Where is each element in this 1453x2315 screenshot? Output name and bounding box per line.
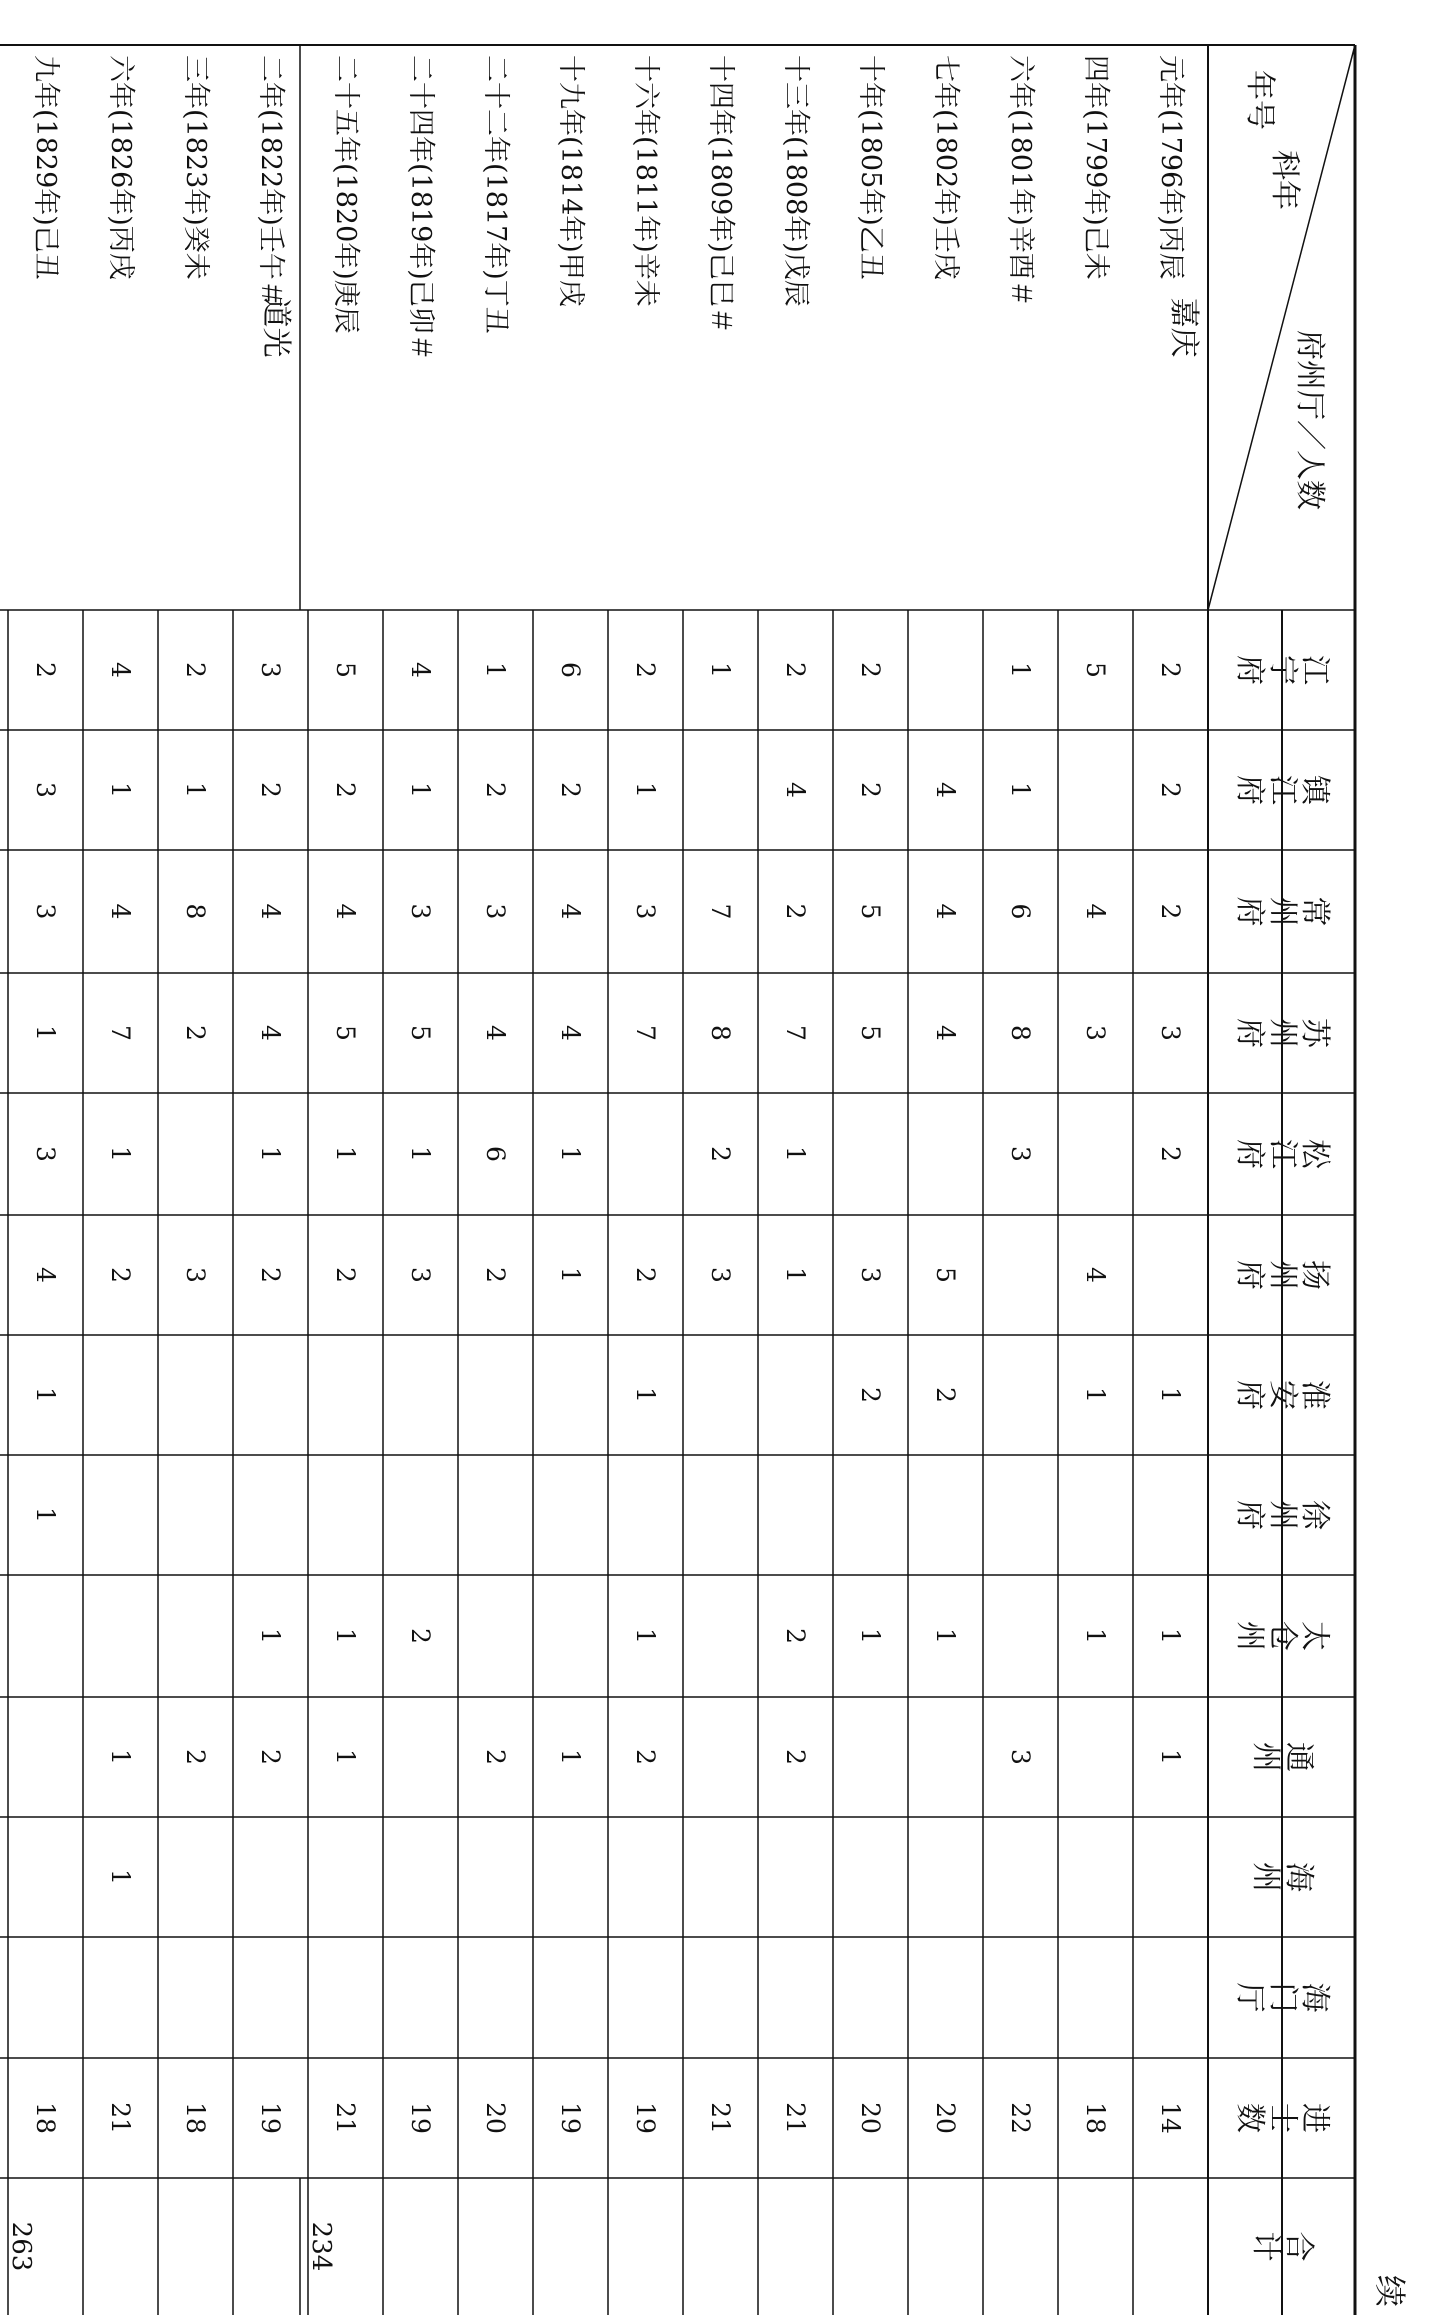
count-cell: 3: [31, 782, 60, 798]
count-cell: 4: [931, 903, 960, 920]
count-cell: 4: [556, 1025, 585, 1041]
jinshi-cell: 18: [31, 2102, 60, 2134]
era-jiaqing: 嘉庆: [1166, 297, 1201, 358]
continued-label: 续: [1371, 2275, 1409, 2308]
count-cell: 5: [856, 1025, 885, 1041]
count-cell: 2: [781, 662, 810, 678]
year-cell: 七年(1802年)壬戌: [930, 55, 961, 280]
header-prefecture-7: 淮安府: [1232, 1380, 1333, 1410]
year-cell: 十三年(1808年)戊辰: [780, 55, 811, 307]
count-cell: 1: [631, 782, 660, 798]
count-cell: 1: [856, 1628, 885, 1644]
jinshi-cell: 18: [1081, 2102, 1110, 2134]
count-cell: 1: [1156, 1628, 1185, 1644]
count-cell: 7: [781, 1025, 810, 1041]
count-cell: 1: [106, 1146, 135, 1162]
year-cell: 三年(1823年)癸未: [180, 55, 211, 280]
header-jinshi: 进士数: [1232, 2103, 1333, 2133]
header-prefecture-4: 苏州府: [1232, 1018, 1333, 1048]
count-cell: 3: [1156, 1025, 1185, 1041]
count-cell: 1: [406, 1146, 435, 1162]
corner-label-kenian: 科年: [1267, 150, 1302, 210]
count-cell: 2: [706, 1146, 735, 1162]
era-total-jiaqing: 234: [306, 2221, 336, 2272]
count-cell: 1: [406, 782, 435, 798]
year-cell: 元年(1796年)丙辰: [1155, 55, 1186, 280]
count-cell: 1: [1006, 782, 1035, 798]
count-cell: 3: [256, 662, 285, 678]
year-cell: 九年(1829年)己丑: [30, 55, 61, 280]
header-prefecture-3: 常州府: [1232, 896, 1333, 927]
count-cell: 4: [481, 1025, 510, 1041]
count-cell: 8: [181, 903, 210, 920]
count-cell: 1: [331, 1628, 360, 1644]
corner-label-nianhao: 年号: [1242, 70, 1277, 130]
count-cell: 8: [1006, 1025, 1035, 1041]
count-cell: 1: [556, 1749, 585, 1765]
count-cell: 2: [1156, 662, 1185, 678]
count-cell: 3: [406, 1267, 435, 1283]
header-total: 合计: [1248, 2231, 1316, 2262]
count-cell: 6: [1006, 903, 1035, 920]
count-cell: 1: [556, 1146, 585, 1162]
count-cell: 3: [406, 903, 435, 920]
count-cell: 8: [706, 1025, 735, 1041]
jinshi-cell: 21: [331, 2102, 360, 2134]
count-cell: 3: [856, 1267, 885, 1283]
count-cell: 5: [406, 1025, 435, 1041]
count-cell: 1: [481, 662, 510, 678]
header-prefecture-12: 海门厅: [1232, 1982, 1333, 2013]
count-cell: 2: [781, 1628, 810, 1644]
count-cell: 6: [481, 1146, 510, 1162]
count-cell: 2: [556, 782, 585, 798]
year-cell: 六年(1826年)丙戌: [105, 55, 136, 280]
count-cell: 4: [331, 903, 360, 920]
count-cell: 5: [331, 1025, 360, 1041]
count-cell: 1: [181, 782, 210, 798]
header-prefecture-2: 镇江府: [1232, 775, 1333, 805]
count-cell: 4: [1081, 1267, 1110, 1283]
count-cell: 3: [1081, 1025, 1110, 1041]
count-cell: 3: [181, 1267, 210, 1283]
year-cell: 十年(1805年)乙丑: [855, 55, 886, 280]
count-cell: 3: [1006, 1749, 1035, 1765]
count-cell: 5: [856, 903, 885, 920]
year-cell: 十六年(1811年)辛未: [630, 55, 661, 307]
jinshi-cell: 14: [1156, 2102, 1185, 2134]
count-cell: 1: [256, 1628, 285, 1644]
count-cell: 1: [1006, 662, 1035, 678]
count-cell: 2: [256, 782, 285, 798]
count-cell: 4: [931, 782, 960, 798]
corner-label-fuzhou: 府州厅／人数: [1292, 330, 1327, 510]
count-cell: 2: [256, 1749, 285, 1765]
count-cell: 4: [31, 1267, 60, 1283]
year-cell: 六年(1801年)辛酉＃: [1005, 55, 1036, 307]
year-cell: 二十五年(1820年)庚辰: [330, 55, 361, 334]
count-cell: 2: [181, 1749, 210, 1765]
count-cell: 2: [1156, 1146, 1185, 1162]
year-cell: 二十二年(1817年)丁丑: [480, 55, 511, 334]
count-cell: 4: [556, 903, 585, 920]
count-cell: 2: [631, 662, 660, 678]
count-cell: 5: [1081, 662, 1110, 678]
header-prefecture-8: 徐州府: [1232, 1500, 1333, 1530]
jinshi-cell: 19: [556, 2102, 585, 2134]
count-cell: 1: [331, 1749, 360, 1765]
year-cell: 四年(1799年)己未: [1080, 55, 1111, 280]
count-cell: 6: [556, 662, 585, 678]
count-cell: 1: [31, 1025, 60, 1041]
count-cell: 3: [481, 903, 510, 920]
count-cell: 2: [1156, 782, 1185, 798]
count-cell: 3: [31, 1146, 60, 1162]
count-cell: 1: [556, 1267, 585, 1283]
jinshi-cell: 21: [706, 2102, 735, 2134]
count-cell: 4: [1081, 903, 1110, 920]
count-cell: 1: [1081, 1628, 1110, 1644]
count-cell: 1: [106, 782, 135, 798]
year-cell: 二十四年(1819年)己卯＃: [405, 55, 436, 361]
count-cell: 1: [1156, 1387, 1185, 1403]
year-cell: 十九年(1814年)甲戌: [555, 55, 586, 307]
count-cell: 2: [256, 1267, 285, 1283]
count-cell: 2: [856, 1387, 885, 1403]
count-cell: 4: [931, 1025, 960, 1041]
count-cell: 2: [331, 782, 360, 798]
count-cell: 4: [781, 782, 810, 798]
count-cell: 1: [1081, 1387, 1110, 1403]
jinshi-cell: 22: [1006, 2102, 1035, 2134]
count-cell: 1: [31, 1387, 60, 1403]
count-cell: 3: [631, 903, 660, 920]
count-cell: 5: [331, 662, 360, 678]
count-cell: 3: [1006, 1146, 1035, 1162]
header-prefecture-6: 扬州府: [1232, 1260, 1333, 1290]
jinshi-cell: 19: [406, 2102, 435, 2134]
jinshi-cell: 19: [256, 2102, 285, 2134]
count-cell: 4: [256, 903, 285, 920]
count-cell: 2: [181, 662, 210, 678]
count-cell: 2: [481, 782, 510, 798]
count-cell: 1: [781, 1267, 810, 1283]
count-cell: 5: [931, 1267, 960, 1283]
count-cell: 1: [706, 662, 735, 678]
count-cell: 1: [781, 1146, 810, 1162]
count-cell: 4: [406, 662, 435, 678]
count-cell: 2: [106, 1267, 135, 1283]
count-cell: 1: [106, 1749, 135, 1765]
count-cell: 2: [406, 1628, 435, 1644]
jinshi-cell: 20: [481, 2102, 510, 2134]
jinshi-cell: 20: [931, 2102, 960, 2134]
header-prefecture-5: 松江府: [1232, 1139, 1333, 1169]
count-cell: 4: [106, 662, 135, 678]
count-cell: 1: [256, 1146, 285, 1162]
count-cell: 7: [631, 1025, 660, 1041]
era-total-daoguang: 263: [6, 2221, 36, 2272]
header-prefecture-1: 江宁府: [1232, 655, 1333, 685]
count-cell: 7: [706, 903, 735, 920]
header-prefecture-10: 通州: [1248, 1742, 1316, 1772]
year-cell: 二年(1822年)壬午＃: [255, 55, 286, 307]
count-cell: 2: [631, 1749, 660, 1765]
count-cell: 2: [1156, 903, 1185, 920]
count-cell: 2: [856, 782, 885, 798]
count-cell: 2: [31, 662, 60, 678]
count-cell: 1: [631, 1387, 660, 1403]
jinshi-cell: 21: [781, 2102, 810, 2134]
jinshi-cell: 20: [856, 2102, 885, 2134]
count-cell: 4: [106, 903, 135, 920]
count-cell: 2: [781, 903, 810, 920]
count-cell: 2: [931, 1387, 960, 1403]
count-cell: 3: [31, 903, 60, 920]
jinshi-cell: 18: [181, 2102, 210, 2134]
count-cell: 3: [706, 1267, 735, 1283]
header-prefecture-9: 太仓州: [1232, 1621, 1333, 1651]
count-cell: 1: [631, 1628, 660, 1644]
count-cell: 2: [781, 1749, 810, 1765]
count-cell: 4: [256, 1025, 285, 1041]
header-prefecture-11: 海州: [1248, 1862, 1316, 1892]
count-cell: 2: [856, 662, 885, 678]
count-cell: 7: [106, 1025, 135, 1041]
year-cell: 十四年(1809年)己巳＃: [705, 55, 736, 334]
count-cell: 1: [931, 1628, 960, 1644]
count-cell: 2: [331, 1267, 360, 1283]
jinshi-cell: 19: [631, 2102, 660, 2134]
count-cell: 2: [481, 1267, 510, 1283]
count-cell: 1: [1156, 1749, 1185, 1765]
count-cell: 2: [631, 1267, 660, 1283]
count-cell: 1: [106, 1869, 135, 1885]
count-cell: 2: [181, 1025, 210, 1041]
jinshi-cell: 21: [106, 2102, 135, 2134]
count-cell: 1: [31, 1507, 60, 1523]
era-daoguang: 道光: [258, 297, 293, 358]
count-cell: 1: [331, 1146, 360, 1162]
count-cell: 2: [481, 1749, 510, 1765]
